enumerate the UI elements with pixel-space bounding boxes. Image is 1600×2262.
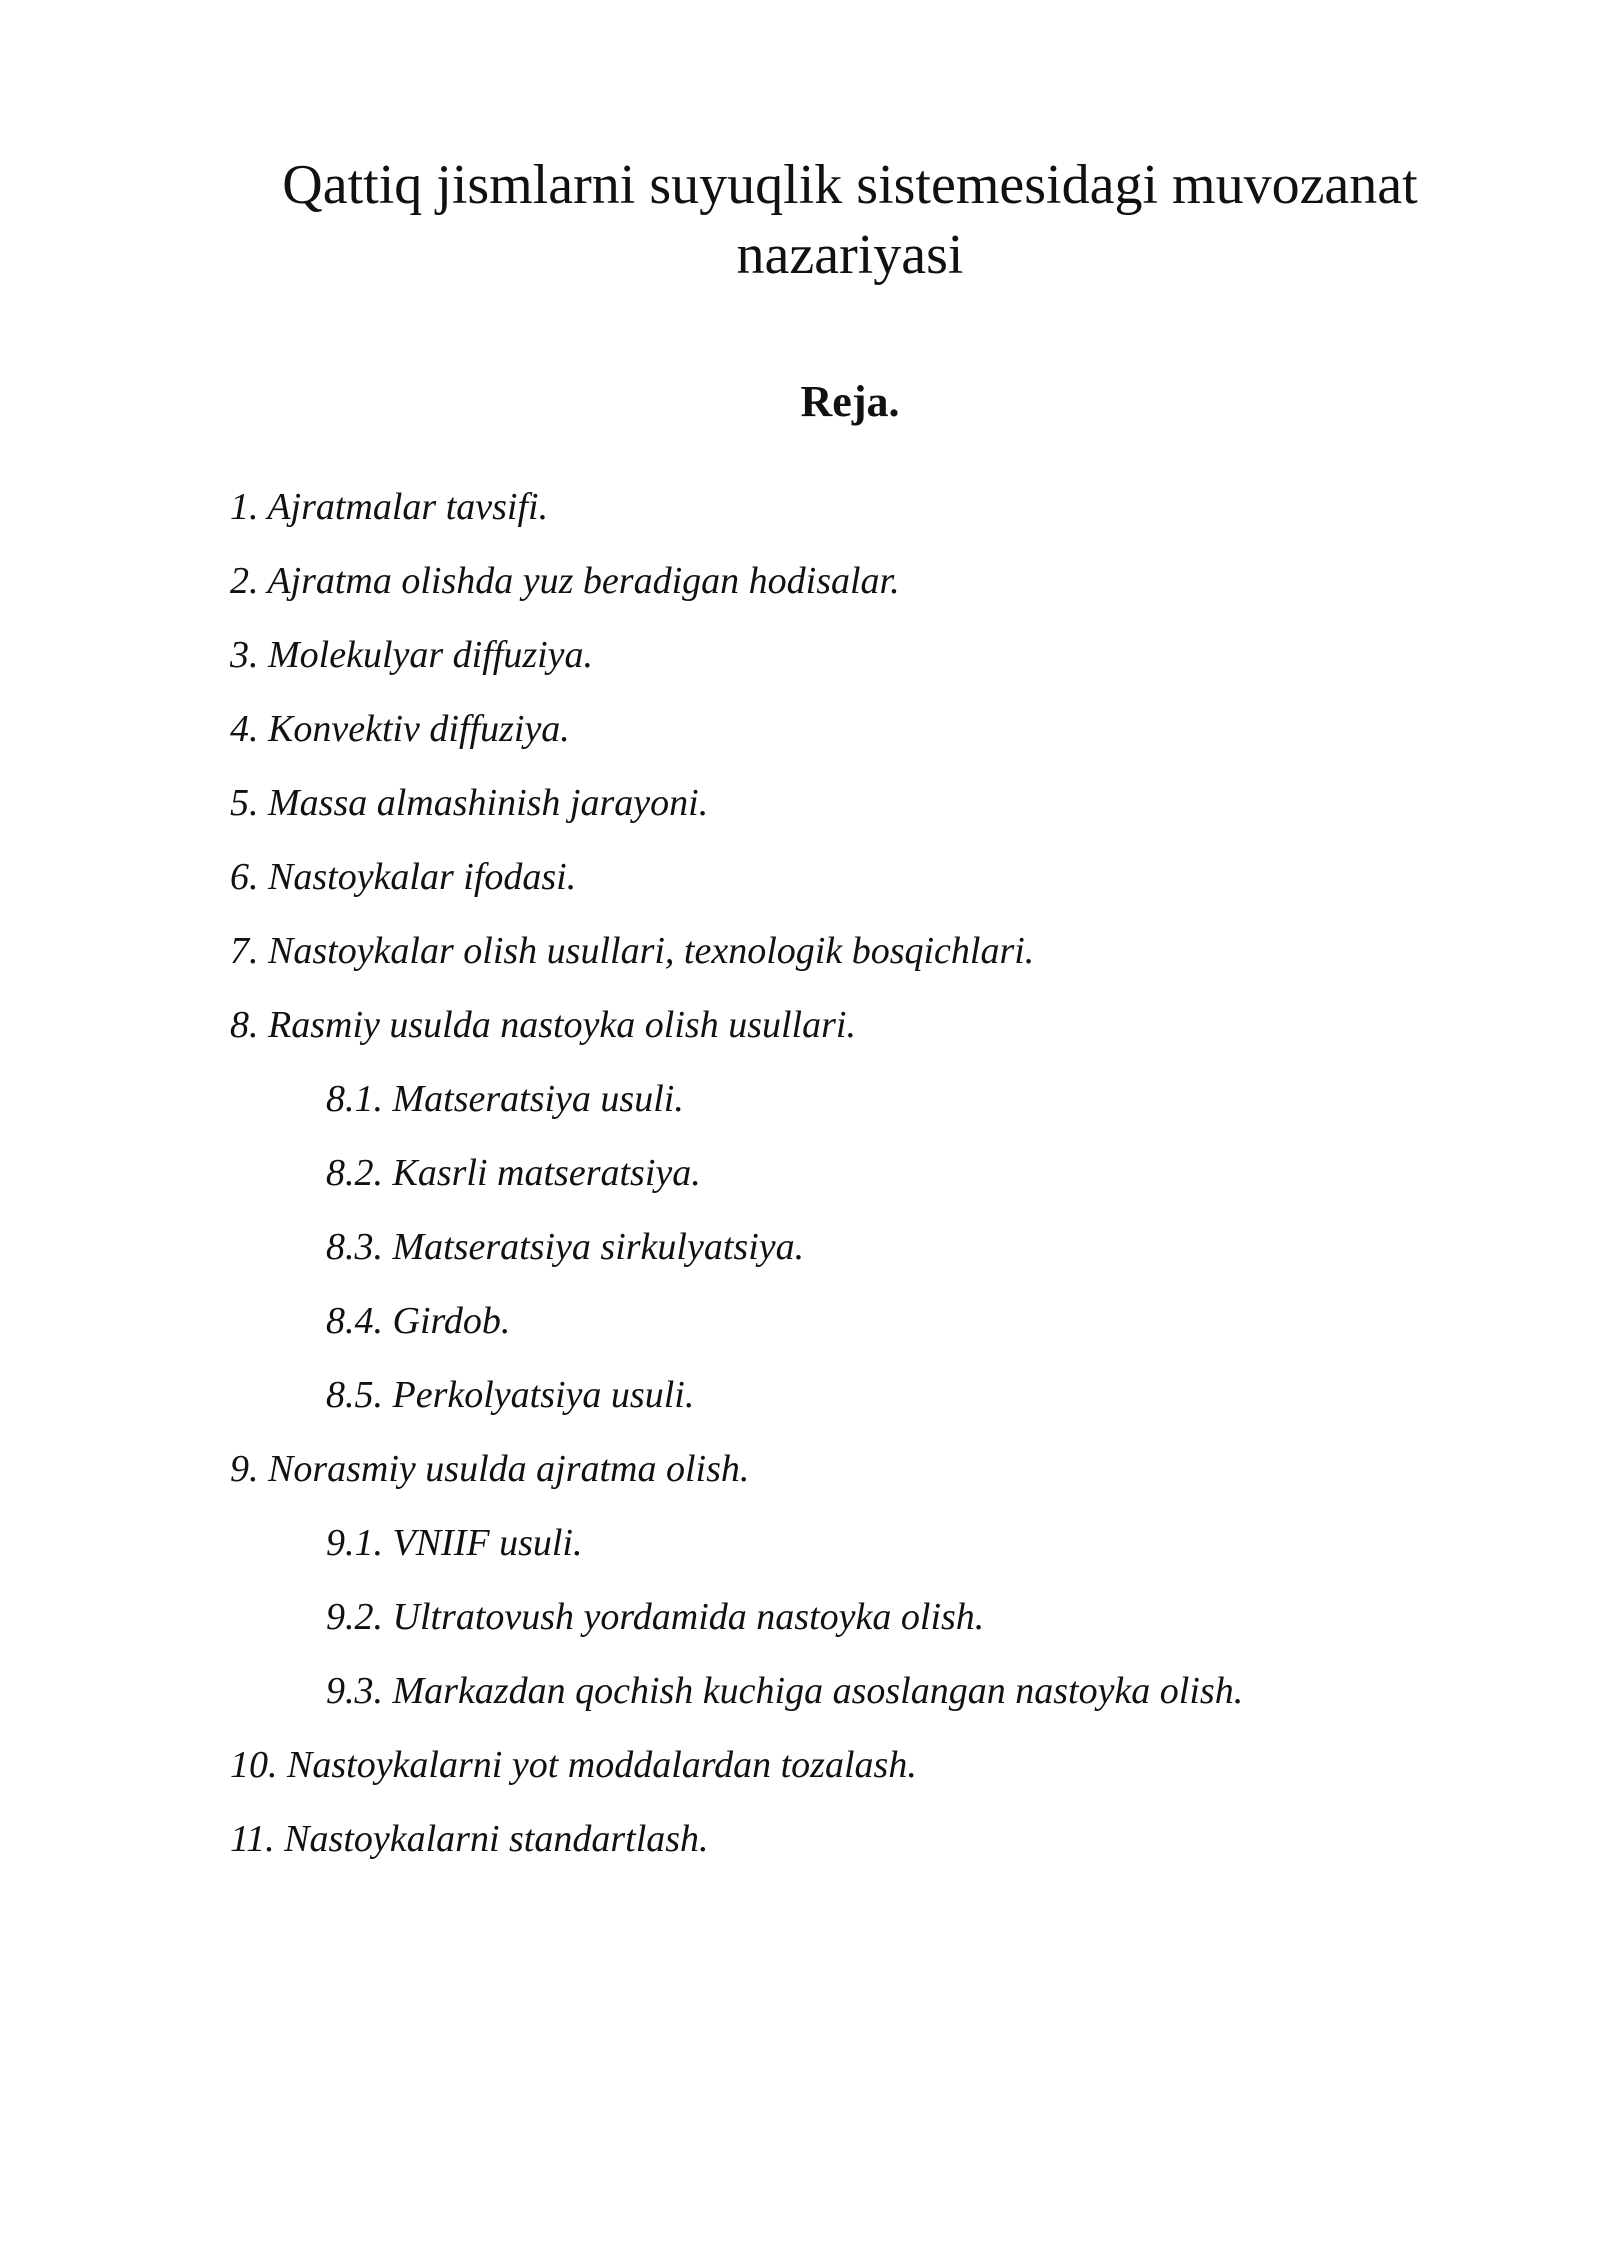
plan-subitem: 8.5. Perkolyatsiya usuli.	[326, 1374, 695, 1416]
plan-item: 2. Ajratma olishda yuz beradigan hodisalar.	[230, 560, 900, 602]
plan-item: 11. Nastoykalarni standartlash.	[230, 1818, 709, 1860]
plan-subitem: 9.3. Markazdan qochish kuchiga asoslangan nastoyka olish.	[326, 1670, 1244, 1712]
plan-item: 8. Rasmiy usulda nastoyka olish usullari.	[230, 1004, 856, 1046]
plan-item: 10. Nastoykalarni yot moddalardan tozalash.	[230, 1744, 917, 1786]
plan-list	[230, 470, 1243, 1876]
plan-item: 1. Ajratmalar tavsifi.	[230, 486, 549, 528]
document-title	[200, 150, 1500, 290]
title-line-2: nazariyasi	[736, 224, 964, 286]
plan-item: 6. Nastoykalar ifodasi.	[230, 856, 577, 898]
plan-heading: Reja.	[800, 377, 900, 426]
plan-subitem: 8.1. Matseratsiya usuli.	[326, 1078, 684, 1120]
plan-subitem: 8.3. Matseratsiya sirkulyatsiya.	[326, 1226, 805, 1268]
plan-subitem: 9.2. Ultratovush yordamida nastoyka olish.	[326, 1596, 985, 1638]
plan-item: 5. Massa almashinish jarayoni.	[230, 782, 709, 824]
plan-item: 9. Norasmiy usulda ajratma olish.	[230, 1448, 750, 1490]
plan-subitem: 8.2. Kasrli matseratsiya.	[326, 1152, 701, 1194]
plan-item: 3. Molekulyar diffuziya.	[230, 634, 594, 676]
plan-item: 7. Nastoykalar olish usullari, texnologik bosqichlari.	[230, 930, 1035, 972]
title-line-1: Qattiq jismlarni suyuqlik sistemesidagi muvozanat	[282, 154, 1418, 216]
plan-subitem: 8.4. Girdob.	[326, 1300, 511, 1342]
plan-item: 4. Konvektiv diffuziya.	[230, 708, 570, 750]
plan-subitem: 9.1. VNIIF usuli.	[326, 1522, 583, 1564]
